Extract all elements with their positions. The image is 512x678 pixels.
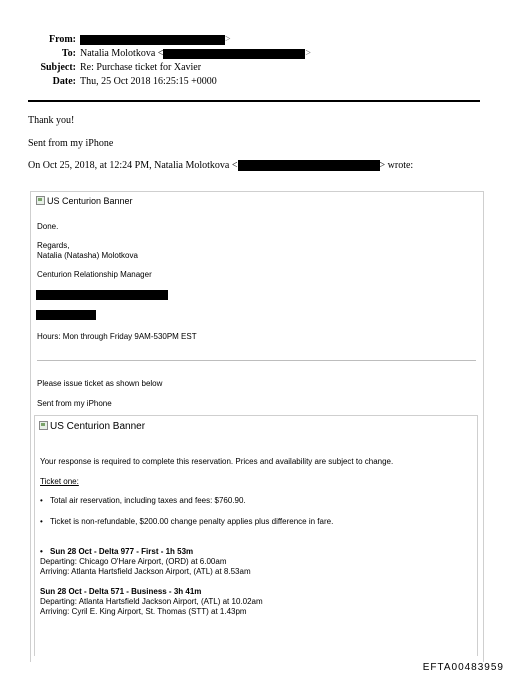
broken-image-icon [36, 196, 45, 205]
date-value: Thu, 25 Oct 2018 16:25:15 +0000 [80, 76, 217, 87]
thank-you-text: Thank you! [28, 115, 75, 126]
bullet-icon: • [40, 547, 43, 556]
hours-text: Hours: Mon through Friday 9AM-530PM EST [37, 332, 197, 341]
sent-from-iphone-quoted: Sent from my iPhone [37, 399, 112, 408]
bullet-text: Ticket is non-refundable, $200.00 change penalty applies plus difference in fare. [50, 517, 334, 526]
flight-title-text: Sun 28 Oct - Delta 977 - First - 1h 53m [50, 547, 194, 556]
banner-image [39, 421, 145, 432]
flight-title [40, 547, 193, 556]
from-value [80, 34, 231, 46]
close-angle: > [305, 48, 312, 59]
redaction-block [36, 310, 96, 320]
to-name: Natalia Molotkova < [80, 48, 164, 59]
quote-intro-text: On Oct 25, 2018, at 12:24 PM, Natalia Molotkova < [28, 160, 238, 171]
subject-value: Re: Purchase ticket for Xavier [80, 62, 202, 73]
flight-departing: Departing: Atlanta Hartsfield Jackson Airport, (ATL) at 10.02am [40, 597, 263, 606]
email-header [0, 34, 512, 90]
nested-quoted-message [34, 415, 478, 656]
bullet-item [40, 517, 333, 526]
banner-alt-text: US Centurion Banner [50, 421, 146, 432]
date-label: Date: [52, 76, 76, 87]
flight-departing: Departing: Chicago O'Hare Airport, (ORD) at 6.00am [40, 557, 227, 566]
ticket-heading: Ticket one: [40, 477, 79, 486]
bullet-icon: • [40, 517, 43, 526]
done-text: Done. [37, 222, 59, 231]
flight-title: Sun 28 Oct - Delta 571 - Business - 3h 41m [40, 587, 202, 596]
redaction-block [36, 290, 168, 300]
banner-image [36, 196, 133, 206]
sent-from-iphone: Sent from my iPhone [28, 138, 114, 149]
to-label: To: [61, 48, 76, 59]
signature-name: Natalia (Natasha) Molotkova [37, 251, 138, 260]
to-value [80, 48, 311, 60]
signature-divider [37, 360, 476, 361]
redaction-block [238, 160, 380, 171]
quote-wrote-text: > wrote: [379, 160, 414, 171]
close-angle: > [225, 34, 231, 45]
bullet-item [40, 496, 246, 505]
bullet-text: Total air reservation, including taxes and fees: $760.90. [50, 496, 246, 505]
subject-label: Subject: [40, 62, 76, 73]
please-issue-text: Please issue ticket as shown below [37, 379, 163, 388]
header-divider [28, 100, 480, 102]
signature-role: Centurion Relationship Manager [37, 270, 152, 279]
from-label: From: [48, 34, 76, 45]
redaction-block [80, 35, 225, 45]
regards-text: Regards, [37, 241, 70, 250]
redaction-block [163, 49, 305, 59]
quote-intro [28, 160, 413, 171]
bullet-icon: • [40, 496, 43, 505]
banner-alt-text: US Centurion Banner [47, 196, 133, 206]
broken-image-icon [39, 421, 48, 430]
document-id: EFTA00483959 [422, 662, 504, 673]
flight-arriving: Arriving: Cyril E. King Airport, St. Thomas (STT) at 1.43pm [40, 607, 247, 616]
reservation-notice: Your response is required to complete this reservation. Prices and availability are subject to change. [40, 457, 394, 466]
flight-arriving: Arriving: Atlanta Hartsfield Jackson Airport, (ATL) at 8.53am [40, 567, 251, 576]
